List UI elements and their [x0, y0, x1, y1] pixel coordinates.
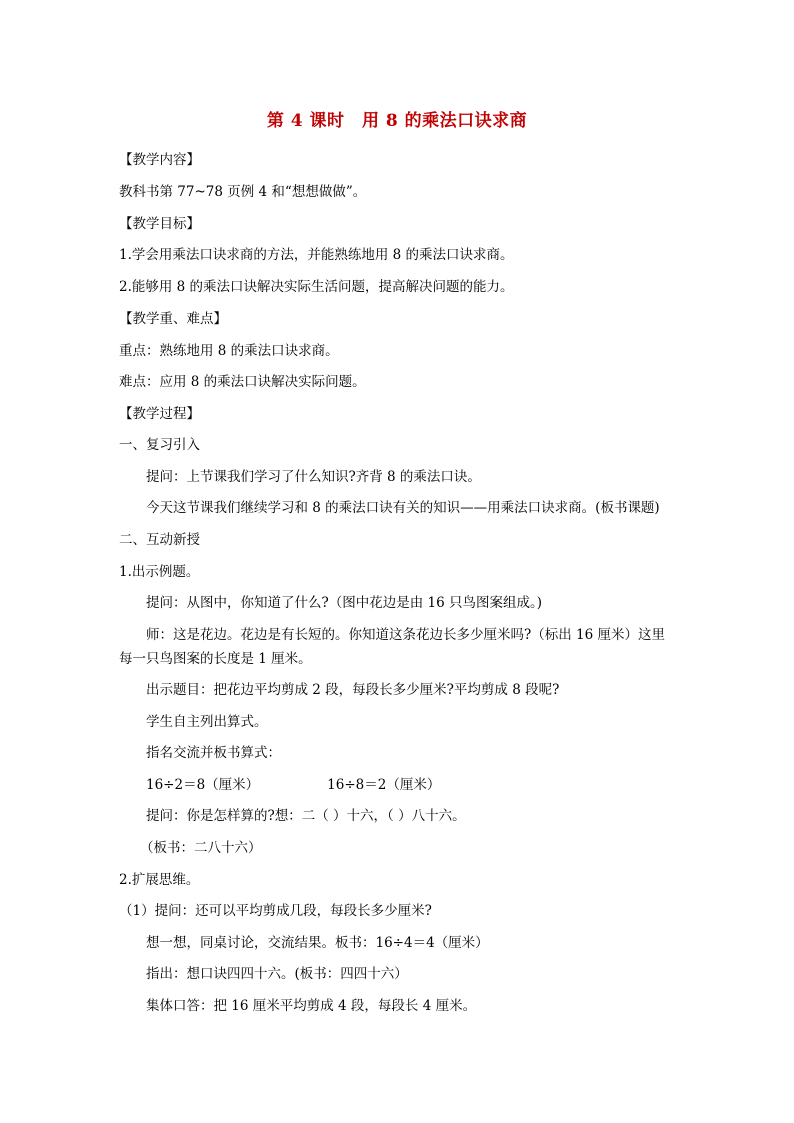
paragraph: 师：这是花边。花边是有长短的。你知道这条花边长多少厘米吗?（标出 16 厘米）这里	[146, 627, 665, 643]
board-note: （板书：二八十六）	[140, 840, 262, 856]
section-review: 一、复习引入	[119, 437, 200, 453]
paragraph: 提问：你是怎样算的?想：二（ ）十六，（ ）八十六。	[146, 808, 466, 824]
difficult-point-text: 难点：应用 8 的乘法口诀解决实际问题。	[119, 374, 366, 390]
section-new-lesson: 二、互动新授	[119, 532, 200, 548]
paragraph: 出示题目：把花边平均剪成 2 段，每段长多少厘米?平均剪成 8 段呢?	[146, 682, 560, 698]
paragraph: 集体口答：把 16 厘米平均剪成 4 段，每段长 4 厘米。	[146, 998, 477, 1014]
paragraph: 想一想，同桌讨论，交流结果。板书：16÷4＝4（厘米）	[146, 935, 489, 951]
step-1-heading: 1.出示例题。	[119, 564, 200, 580]
question-1: （1）提问：还可以平均剪成几段，每段长多少厘米?	[119, 903, 432, 919]
teaching-content-text: 教科书第 77~78 页例 4 和“想想做做”。	[119, 184, 367, 200]
paragraph: 提问：上节课我们学习了什么知识?齐背 8 的乘法口诀。	[146, 469, 481, 485]
lesson-title: 第 4 课时 用 8 的乘法口诀求商	[266, 111, 528, 131]
paragraph-continued: 每一只鸟图案的长度是 1 厘米。	[119, 651, 312, 667]
key-point-text: 重点：熟练地用 8 的乘法口诀求商。	[119, 343, 339, 359]
paragraph: 指出：想口诀四四十六。(板书：四四十六）	[146, 966, 408, 982]
paragraph: 今天这节课我们继续学习和 8 的乘法口诀有关的知识——用乘法口诀求商。(板书课题)	[146, 500, 660, 516]
heading-teaching-content: 【教学内容】	[119, 152, 200, 168]
heading-key-points: 【教学重、难点】	[119, 311, 227, 327]
heading-teaching-process: 【教学过程】	[119, 406, 200, 422]
goal-item-2: 2.能够用 8 的乘法口诀解决实际生活问题，提高解决问题的能力。	[119, 279, 514, 295]
equation: 16÷8＝2（厘米）	[327, 777, 441, 793]
goal-item-1: 1.学会用乘法口诀求商的方法，并能熟练地用 8 的乘法口诀求商。	[119, 247, 514, 263]
paragraph: 学生自主列出算式。	[146, 714, 268, 730]
equation: 16÷2＝8（厘米）	[146, 777, 260, 793]
equation-row	[146, 775, 440, 795]
heading-teaching-goals: 【教学目标】	[119, 216, 200, 232]
paragraph: 指名交流并板书算式：	[146, 745, 281, 761]
paragraph: 提问：从图中，你知道了什么?（图中花边是由 16 只鸟图案组成。)	[146, 595, 543, 611]
step-2-heading: 2.扩展思维。	[119, 872, 200, 888]
